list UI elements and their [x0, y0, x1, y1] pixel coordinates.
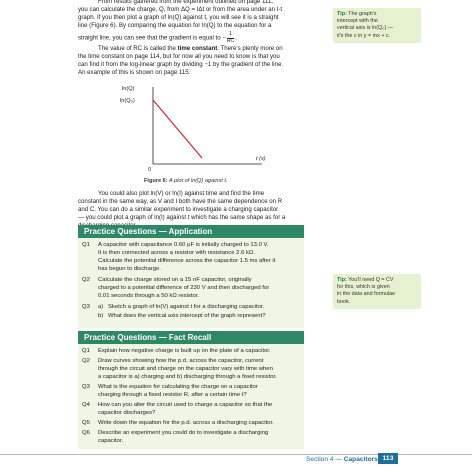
tip-q-equals-cv: [333, 274, 421, 309]
section-name: Capacitors: [343, 456, 378, 463]
para2-line-4: An example of this is shown on page 115.: [78, 69, 191, 76]
intro-line-5-end: .: [235, 34, 237, 42]
recall-q6: [78, 430, 304, 447]
figure-caption: [144, 178, 228, 184]
question-line: Explain how negative charge is built up on the plate of a capacitor.: [98, 348, 271, 354]
para3-line-1: You could also plot ln(V) or ln(I) against time and find the time: [98, 190, 265, 197]
question-line: What does the vertical axis intercept of the graph represent?: [108, 313, 266, 319]
question-line: What is the equation for calculating the charge on a capacitor: [98, 384, 258, 390]
question-line: Write down the equation for the p.d. across a discharging capacitor.: [98, 420, 274, 426]
origin-label: 0: [148, 167, 152, 173]
tip1-line-2: intercept with the: [337, 18, 378, 25]
question-number: Q2: [82, 277, 90, 283]
figure-caption-text: A plot of ln(Q) against t.: [167, 178, 228, 184]
tip1-line-1-text: The graph's: [346, 11, 377, 17]
figure-caption-label: Figure 6:: [144, 178, 168, 184]
application-q3: [78, 304, 304, 322]
para3-line-3: and C. You can do a similar experiment to investigate a charging capacitor: [78, 206, 279, 213]
tip2-line-1: [337, 277, 417, 284]
fact-recall-title: Practice Questions — Fact Recall: [78, 331, 304, 344]
question-number: Q3: [82, 304, 90, 310]
intro-line-3: graph. If you then plot a graph of ln(Q) against t, you will see it is a straight: [78, 14, 279, 21]
ln-q-line: [153, 100, 202, 158]
application-q1: [78, 242, 304, 276]
tip1-line-3: vertical axis is ln(Q₀) —: [337, 25, 394, 32]
question-line: charged to a potential difference of 230 V and then discharged for: [98, 285, 270, 291]
application-title: Practice Questions — Application: [78, 225, 304, 238]
recall-q3: [78, 384, 304, 401]
part-label: a): [98, 304, 104, 310]
para2-line-1-pre: The value of RC is called the: [98, 45, 178, 52]
intro-line-1: From results gathered from the experiment outlined on page 111,: [98, 0, 273, 5]
question-line: 0.01 seconds through a 50 kΩ resistor.: [98, 293, 200, 299]
question-number: Q4: [82, 402, 90, 408]
tip2-label: Tip:: [337, 277, 347, 283]
question-number: Q1: [82, 242, 90, 248]
y-axis-label: ln(Q): [122, 86, 135, 92]
intro-line-5-text: straight line, you can see that the gradient is equal to −: [78, 34, 226, 42]
tip1-line-4: it's the c in y = mx + c.: [337, 32, 391, 39]
tip2-line-4: book.: [337, 298, 351, 305]
application-questions-box: [78, 225, 304, 328]
y-intercept-label: ln(Q₀): [120, 98, 135, 104]
recall-q1: [78, 348, 304, 357]
question-line: has begun to discharge.: [98, 266, 161, 272]
question-line: Describe an experiment you could do to investigate a discharging: [98, 430, 269, 436]
question-line: It is then connected across a resistor with resistance 2.6 kΩ.: [98, 250, 255, 256]
question-number: Q1: [82, 348, 90, 354]
intro-line-4: line (Figure 6). By comparing the equation for ln(Q) to the equation for a: [78, 22, 272, 29]
question-line: through the circuit and charge on the capacitor vary with time when: [98, 366, 273, 372]
question-number: Q3: [82, 384, 90, 390]
footer-rule: [0, 454, 472, 455]
page-number: 113: [378, 453, 398, 464]
para3-line-4: — you could plot a graph of ln(I) against t which has the same shape as for a: [78, 214, 286, 221]
para2-line-1-post: . There's plenty more on: [217, 45, 283, 52]
question-line: capacitor discharges?: [98, 410, 156, 416]
para2-line-2: the time constant on page 114, but for now all you need to know is that you: [78, 53, 280, 60]
part-label: b): [98, 313, 104, 319]
question-line: A capacitor with capacitance 0.60 μF is initially charged to 13.0 V.: [98, 242, 269, 248]
recall-q5: [78, 420, 304, 429]
para2-line-3: can find it from the log-linear graph by dividing −1 by the gradient of the line.: [78, 61, 284, 68]
question-line: capacitor.: [98, 438, 124, 444]
gradient-fraction: [227, 32, 234, 44]
question-line: a capacitor is a) charging and b) discharging through a fixed resistor.: [98, 374, 277, 380]
question-line: charging through a fixed resistor R, after a certain time t?: [98, 392, 247, 398]
figure-6-graph: [120, 84, 270, 176]
time-constant-term: time constant: [177, 45, 218, 52]
intro-line-5: [78, 32, 237, 44]
section-label: [306, 456, 378, 463]
question-number: Q5: [82, 420, 90, 426]
x-axis-label: t (s): [256, 156, 266, 162]
tip2-line-2: for this, which is given: [337, 284, 390, 291]
tip1-label: Tip:: [337, 11, 347, 17]
tip-intercept: [333, 8, 421, 43]
question-line: Calculate the potential difference across the capacitor 1.5 ms after it: [98, 258, 276, 264]
tip2-line-3: in the data and formulae: [337, 291, 396, 298]
recall-q4: [78, 402, 304, 419]
para3-line-2: constant in the same way, as V and I both have the same dependence on R: [78, 198, 283, 205]
application-q2: [78, 277, 304, 303]
fact-recall-questions-box: [78, 331, 304, 449]
question-number: Q2: [82, 358, 90, 364]
question-line: Calculate the charge stored on a 15 nF capacitor, originally: [98, 277, 252, 283]
fraction-numerator: 1: [227, 32, 234, 39]
tip2-line-1-text: You'll need Q = CV: [346, 277, 394, 283]
question-line: Sketch a graph of ln(V) against t for a discharging capacitor.: [108, 304, 265, 310]
section-prefix: Section 4 —: [306, 456, 344, 463]
tip1-line-1: [337, 11, 417, 18]
question-line: Draw curves showing how the p.d. across the capacitor, current: [98, 358, 264, 364]
intro-line-2: you can calculate the charge, Q, from ΔQ = IΔt or from the area under an I-t: [78, 6, 283, 13]
question-line: How can you alter the circuit used to charge a capacitor so that the: [98, 402, 273, 408]
recall-q2: [78, 358, 304, 383]
fraction-denominator: RC: [226, 37, 235, 44]
question-number: Q6: [82, 430, 90, 436]
